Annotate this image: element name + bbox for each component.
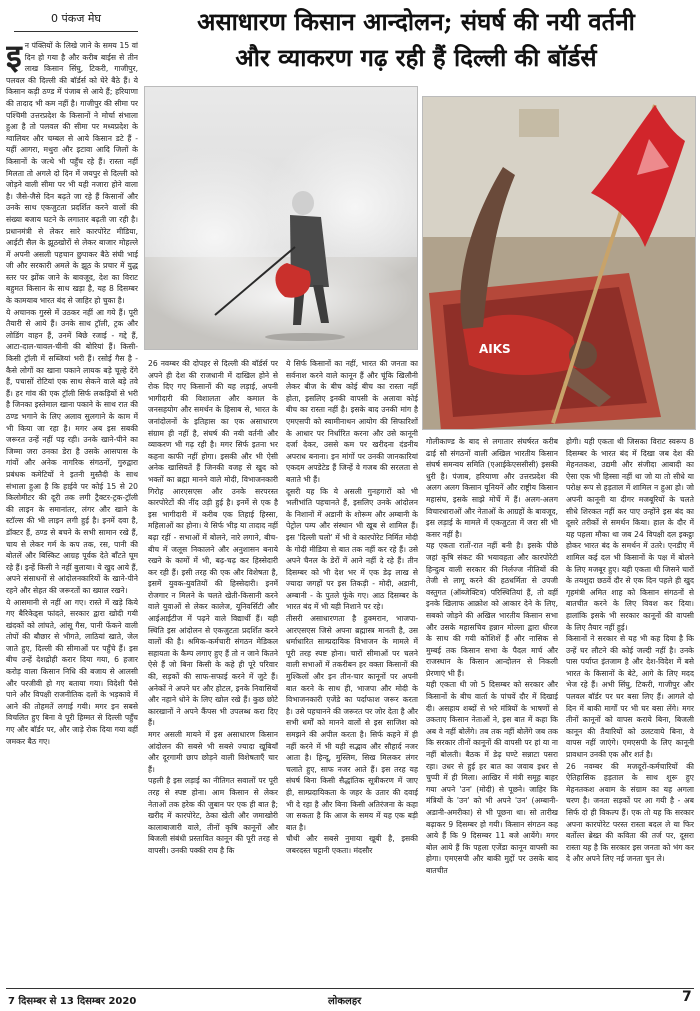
paragraph: ये अचानक गुस्से में उठकर नहीं आ गये हैं। पूरी तैयारी से आये हैं। उनके साथ ट्रॉली, ट्रक और लोडिंग वाहन हैं, उनमें बिछे रजाई - गद्दे हैं, आटा-दाल-चावल-चीनी की बोरियां हैं। किसी-किसी ट्रॉली में सब्जियां भरी हैं। रसोई गैस है - कैसे लोगों का खाना पकाने लायक बड़े चूल्हे देंगे हैं, पचासों रोटियां एक साथ सेकने वाले बड़े तवे हैं। हर गांव की एक ट्रॉली सिर्फ लकड़ियों से भरी है जिनका इस्तेमाल खाना पकाने के साथ रात की ठण्ड भगाने के लिए अलाव सुलगाने के काम में भी किया जा रहा है। मगर अब इस सबकी जरूरत उन्हें नहीं पड़ रही। उनके खाने-पीने का जिम्मा जरा उनका डेरा है उसके आसपास के गांवों और अनेक नागरिक संगठनों, गुरुद्वारा प्रबंधक कमेटियों ने इतनी मुस्तैदी के साथ संभाला हुआ है कि हाईवे पर कोई 15 से 20 किलोमीटर की दूरी तक लगी ट्रैक्टर-ट्रक-ट्रॉली की लाइन के समानांतर, लंगर और खाने के स्टॉल्स की भी लाइन लगी हुई है। इनमें दवा है, डॉक्टर हैं, ठण्ड से बचने के सभी सामान रखे हैं, चाय से लेकर गर्म के कप तक, रस, पानी की बोतलें और बिस्किट आग्रह पूर्वक देते बाँटते घूम रहे हैं। इन्हें किसी ने नहीं बुलाया। ये खुद आये हैं, अपने संसाधनों से आंदोलनकारियों के खाने-पीने रहने और सेहत की जरूरतों का ख्याल रखने। bbox=[6, 307, 138, 595]
paragraph: यही एकता थी जो 5 दिसम्बर को सरकार और किसानों के बीच वार्ता के पांचवें दौर में दिखाई दी। असहाय शब्दों से भरे मंत्रियों के भाषणों से उकताए किसान नेताओं ने, इस बात में कहा कि अब वे नहीं बोलेंगे। तब तक नहीं बोलेंगे जब तक कि सरकार तीनों कानूनों की वापसी पर हां या ना नहीं बोलती। बैठक में डेढ़ घण्टे सन्नाटा पसरा रहा। उधर से हुई हर बात का जवाब इधर से चुप्पी में ही मिला। आखिर में मंत्री समूह बाहर गया अपने 'उन' (मोदी) से पूछने। जाहिर कि मंत्रियों के 'उन' को भी अपने 'उन' (अम्बानी-अडानी-अमरीका) से भी पूछना था। सो तारीख बढ़ाकर 9 दिसम्बर हो गयी। किसान संगठन कह आये हैं कि 9 दिसम्बर 11 बजे आयेंगे। मगर बोल आये हैं कि पहला एजेंडा कानून वापसी का होगा। एमएसपी और बाकी मुद्दों पर उसके बाद बातचीत bbox=[426, 680, 558, 875]
headline-line-2: और व्याकरण गढ़ रही हैं दिल्ली की बॉर्डर्स bbox=[235, 43, 597, 72]
paragraph: मगर असली मायने में इस असाधारण किसान आंदोलन की सबसे भी सबसे ज्यादा खूबियाँ और दूरगामी छाप छोड़ने वाली विशेषताएँ चार हैं। bbox=[148, 730, 278, 774]
byline: 0 पंकज मेघ bbox=[14, 8, 138, 32]
paragraph: इन पंक्तियों के लिखे जाने के समय 15 वां दिन हो गया है और करीब बाईस से तीन लाख किसान सिंघु, टिकरी, गाजीपुर, पलवल की दिल्ली की बॉर्डर्स को घेरे बैठे हैं। ये किसान कड़ी ठण्ड में पंजाब से आये हैं; हरियाणा की तादाद भी कम नहीं है। गाजीपुर की सीमा पर पश्चिमी उत्तरप्रदेश के किसानों ने मोर्चा संभाला हुआ है तो पलवल की सीमा पर मध्यप्रदेश के ग्वालियर और चम्बल से आये किसान डटे हैं - यहीं आगरा, मथुरा और इटावा आदि जिलों के किसानों के जत्थे भी पहुँच रहे हैं। रास्ता नहीं मिलता तो अगले दो दिन में जयपुर से दिल्ली को जोड़ने वाली सीमा पर भी यही नजारा होने वाला है। जैसे-जैसे दिन बढ़ते जा रहे हैं किसानों और उनके साथ एकजुटता प्रदर्शित करने वालों की संख्या बजाय घटने के लगातार बढ़ती जा रही है। प्रधानमंत्री से लेकर सारे कारपोरेट मीडिया, आईटी सैल के झूठखोरों से लेकर बाजार मोहल्ले में अपनी असली पहचान छुपाकर बैठे संघी भाई जी और सरकारी अमले के झूठ के प्रचार में युद्ध स्तर पर झोंक जाने के बावजूद, देश का विराट बहुमत किसान के साथ खड़ा है, यह 8 दिसम्बर के कामयाब भारत बंद से जाहिर हो चुका है। bbox=[6, 40, 138, 306]
issue-date: 7 दिसम्बर से 13 दिसम्बर 2020 bbox=[8, 996, 137, 1007]
footer-divider bbox=[6, 988, 694, 989]
headline-line-1: असाधारण किसान आन्दोलन; संघर्ष की नयी वर्तनी bbox=[197, 7, 635, 36]
photo-farmer-red-flag-illustration bbox=[423, 97, 696, 430]
paragraph: गोलीकाण्ड के बाद से लगातार संघर्षरत करीब ढाई सौ संगठनों वाली अखिल भारतीय किसान संघर्ष समन्वय समिति (एआईकेएससीसी) इसकी धुरी है। पंजाब, हरियाणा और उत्तरप्रदेश की अलग अलग किसान यूनियनें और राष्ट्रीय किसान महासंघ, इसके साझे मोर्चे में हैं। अलग-अलग विचारधाराओं और नेताओं के आग्रहों के बावजूद, इस लड़ाई के मामले में एकजुटता में जरा सी भी कसर नहीं है। bbox=[426, 437, 558, 539]
article-column-4 bbox=[426, 436, 558, 982]
publication-name: लोकलहर bbox=[328, 996, 362, 1007]
paragraph: ये सिर्फ किसानों का नहीं, भारत की जनता का सर्वनाश करने वाले कानून हैं और चूंकि खिलौनी लेकर बीज के बीच कोई बीच का रास्ता नहीं होता, इसलिए इनकी वापसी के अलावा कोई बीच का रास्ता नहीं है। इसके बाद उनकी मांग है एमएसपी को स्वामीनाथन आयोग की सिफारिशों के आधार पर निर्धारित करना और उसे कानूनी दर्जा देकर, उससे कम पर खरीदना दंडनीय अपराध बनाना। इन मांगों पर उनकी जानकारियां एकदम अपडेटेड हैं जिन्हें वे गजब की सरलता से बताते भी हैं। bbox=[286, 359, 418, 484]
photo-farmer-tear-gas bbox=[144, 86, 418, 350]
drop-cap: इ bbox=[6, 40, 22, 75]
flag-banner-text: AIKS bbox=[479, 342, 511, 356]
article-column-2 bbox=[148, 358, 278, 982]
paragraph: यह एकता रातों-रात नहीं बनी है। इसके पीछे जहां कृषि संकट की भयावहता और कारपोरेटी हिन्दुत्व वाली सरकार की निर्लज्ज नीतियों की तेजी से लागू करने की हठधर्मिता से उपजी वस्तुगत (ऑब्जेक्टिव) परिस्थितियां हैं, तो वहीं इनके खिलाफ आक्रोश को आकार देने के लिए, सबको जोड़ने की अखिल भारतीय किसान सभा और उसके महासचिव हन्नान मोल्ला द्वारा धीरज के साथ की गयी कोशिशें हैं और नासिक से मुम्बई तक किसान सभा के पैदल मार्च और राजस्थान के किसान आन्दोलन से निकली प्रेरणाएं भी हैं। bbox=[426, 541, 558, 678]
paragraph: 26 नवम्बर की दोपहर से दिल्ली की बॉर्डर्स पर अपने ही देश की राजधानी में दाखिल होने से रोक दिए गए किसानों की यह लड़ाई, अपनी भागीदारी की विशालता और कमाल के जनसहयोग और समर्थन के हिसाब से, भारत के जनांदोलनों के इतिहास का एक असाधारण संग्राम ही नहीं है, संघर्ष की नयी वर्तनी और व्याकरण भी गढ़ रही है। मगर सिर्फ इतना भर कहना काफी नहीं होगा। इसकी और भी ऐसी अनेक खासियतें हैं जिनकी वजह से खुद को भक्तों का ब्रह्मा मानने वाले मोदी, विभाजनकारी गिरोह आरएसएस और उनके सरपरस्त कारपोरेटों की नींद उड़ी हुई है। इनमें से एक है इस भागीदारी में करीब एक तिहाई हिस्सा, महिलाओं का होना। ये सिर्फ भीड़ या तादाद नहीं बढ़ा रहीं - सभाओं में बोलने, नारे लगाने, बीच-बीच में जलूस निकालने और अनुशासन बनाये रखने के कामों में भी, बढ़-चढ़ कर हिस्सेदारी कर रही हैं। इसी तरह की एक और विशेषता है, इसमें युवक-युवतियों की हिस्सेदारी। इनमें रोजगार न मिलने के चलते खेती-किसानी करने वाले युवाओं से लेकर कालेज, यूनिवर्सिटी और आईआईटीज में पढ़ने वाले विद्यार्थी हैं। यही स्थिति इस आंदोलन से एकजुटता प्रदर्शित करने वालों की है। श्रमिक-कर्मचारी संगठन मेडिकल सहायता के कैम्प लगाए हुए हैं तो न जाने कितने ऐसे हैं जो बिना किसी के कहे ही पूरे परिवार की, सड़कों की साफ-सफाई करने में जुटे हैं। अनेकों ने अपने घर और होटल, इनके निवासियों और नहाने धोने के लिए खोल रखे हैं। कुछ छोटे कारखानों ने अपने कैंपस भी उपलब्ध करा दिए हैं। bbox=[148, 359, 278, 728]
paragraph: तीसरी असाधारणता है हुक्मरान, भाजपा-आरएसएस जिसे अपना ब्रह्मास्त्र मानती है, उस धर्माधारित साम्प्रदायिक विभाजन के मामले में पूरी तरह स्पष्ट होना। चारों सीमाओं पर चलने वाली सभाओं में तकरीबन हर वक्ता किसानों की मुश्किलों और इन तीन-चार कानूनों पर अपनी बात करने के साथ ही, भाजपा और मोदी के विभाजनकारी एजेंडे का पर्दाफाश जरूर करता है। उसे पहचानने की जरूरत पर जोर देता है और सभी धर्मों को मानने वालों से इस साजिश को समझने की अपील करता है। सिर्फ कहने में ही नहीं करने में भी यही सद्भाव और सौहार्द नजर आता है। हिन्दू, मुस्लिम, सिख मिलकर लंगर चलाते हुए, साफ नजर आते हैं। इस तरह यह संघर्ष बिना किसी सैद्धांतिक सूत्रीकरण में जाए ही, साम्प्रदायिकता के जहर के उतार की दवाई भी दे रहा है और बिना किसी अतिरंजना के कहा जा सकता है कि आज के समय में यह एक बड़ी बात है। bbox=[286, 614, 418, 832]
paragraph: चौथी और सबसे नुमाया खूबी है, इसकी जबरदस्त चट्टानी एकता। मंदसौर bbox=[286, 834, 418, 855]
article-column-3 bbox=[286, 358, 418, 982]
paragraph: दूसरी यह कि ये असली गुनहगारों को भी भलीभांति पहचानते हैं, इसलिए उनके आंदोलन के निशानों में अडानी के शोरूम और अम्बानी के पेट्रोल पम्प और संस्थान भी खूब से शामिल हैं। इस 'दिल्ली चलो' में भी वे कारपोरेट निर्मित मोदी के गोदी मीडिया से बात तक नहीं कर रहे हैं। उसे अपने चैनल के डेरों में आने नहीं दे रहे हैं। तीन दिसम्बर को भी देश भर में एक डेढ़ लाख से ज्यादा जगहों पर इस तिकड़ी - मोदी, अडानी, अम्बानी - के पुतले फूंके गए। आठ दिसम्बर के भारत बंद में भी यही निशाने पर रहे। bbox=[286, 486, 418, 612]
article-column-5 bbox=[566, 436, 694, 982]
paragraph: किसानों ने सरकार से यह भी कह दिया है कि उन्हें घर लौटने की कोई जल्दी नहीं है। उनके पास पर्याप्त इंतजाम है और देश-विदेश में बसे भारत के किसानों के बेटे, आगे के लिए मदद भेज रहे हैं। अभी सिंघु, टिकरी, गाजीपुर और पलवल बॉर्डर पर घर बसा लिए हैं। आगले दो दिन में बाकी मार्गों पर भी घर बसा लेंगे। मगर तीनों कानूनों को वापस कराये बिना, बिजली कानून की तैयारियों को उलटवाये बिना, वे वापस नहीं जाएंगे। एमएसपी के लिए कानूनी प्रावधान उनकी एक और शर्त है। bbox=[566, 634, 694, 760]
paragraph: पहली है इस लड़ाई का नीतिगत सवालों पर पूरी तरह से स्पष्ट होना। आम किसान से लेकर नेताओं तक हरेक की जुबान पर एक ही बात है; खरीद में कारपोरेट, ठेका खेती और जमाखोरी कालाबाजारी वाले, तीनों कृषि कानूनों और बिजली संबंधी प्रस्तावित कानून की पूरी तरह से वापसी। उनकी पक्की राय है कि bbox=[148, 776, 278, 855]
photo-farmer-red-flag bbox=[422, 96, 696, 430]
photo-farmer-tear-gas-illustration bbox=[145, 87, 418, 350]
paragraph: ये आसमानी से नहीं आ गए। रास्ते में खड़े किये गए बैरिकेड्स फांदते, सरकार द्वारा खोदी गयी खंदकों को लांघते, आंसू गैस, पानी फेंकने वाली तोपों की बौछार से भीगते, लाठियां खाते, जेल जाते हुए, दिल्ली की सीमाओं पर पहुँचे हैं। इस बीच उन्हें देशद्रोही करार दिया गया, 6 हजार करोड़ वाला किसान निधि की बजाय से आलसी और परजीवी हो गए बताया गया। विदेशी पैसे पाने और विपक्षी राजनीतिक दलों के भड़कावे में आने की तोहमतें लगाई गयी। मगर इन सबसे विचलित हुए बिना वे पूरी हिम्मत से दिल्ली पहुँच गए और बॉर्डर पर, और जाड़े रोक दिया गया वहीं जमकर बैठ गए। bbox=[6, 597, 138, 746]
page-number: 7 bbox=[682, 989, 692, 1005]
paragraph: 26 नवम्बर की मजदूरों-कर्मचारियों की ऐतिहासिक हड़ताल के साथ शुरू हुए मेहनतकश अवाम के संग्राम का यह अगला चरण है। जनता सड़कों पर आ गयी है - अब सिर्फ दो ही विकल्प हैं। एक तो यह कि सरकार अपना कारपोरेट परस्त रास्ता बदल ले या फिर बर्तोल्त ब्रेख्त की कविता की तर्ज पर, दूसरा रास्ता यह है कि सरकार इस जनता को भंग कर दे और अपने लिए नई जनता चुन ले। bbox=[566, 761, 694, 864]
headline bbox=[142, 4, 690, 76]
paragraph: होगी। यही एकता थी जिसका विराट स्वरूप 8 दिसम्बर के भारत बंद में दिखा जब देश की मेहनतकश, उद्यमी और संजीदा आबादी का ऐसा एक भी हिस्सा नहीं था जो या तो सीधे या परोक्ष रूप से हड़ताल में शामिल न हुआ हो। जो अपनी कानूनी या दीगर मजबूरियों के चलते सीधे शिरकत नहीं कर पाए उन्होंने इस बंद का दूसरे तरीकों से समर्थन किया। हाल के दौर में यह पहला मौका था जब 24 विपक्षी दल इकट्ठा होकर भारत बंद के समर्थन में उतरे। एनडीए में शामिल कई दल भी किसानों के पक्ष में बोलने के लिए मजबूर हुए। यही एकता थी जिसने चारों के तयशुदा छठवें दौर से एक दिन पहले ही खुद गृहमंत्री अमित शाह को किसान संगठनों से बातचीत करने के लिए विवश कर दिया। हालांकि इसके भी सरकार कानूनों की वापसी के लिए तैयार नहीं हुई। bbox=[566, 437, 694, 632]
article-column-1 bbox=[6, 40, 138, 984]
